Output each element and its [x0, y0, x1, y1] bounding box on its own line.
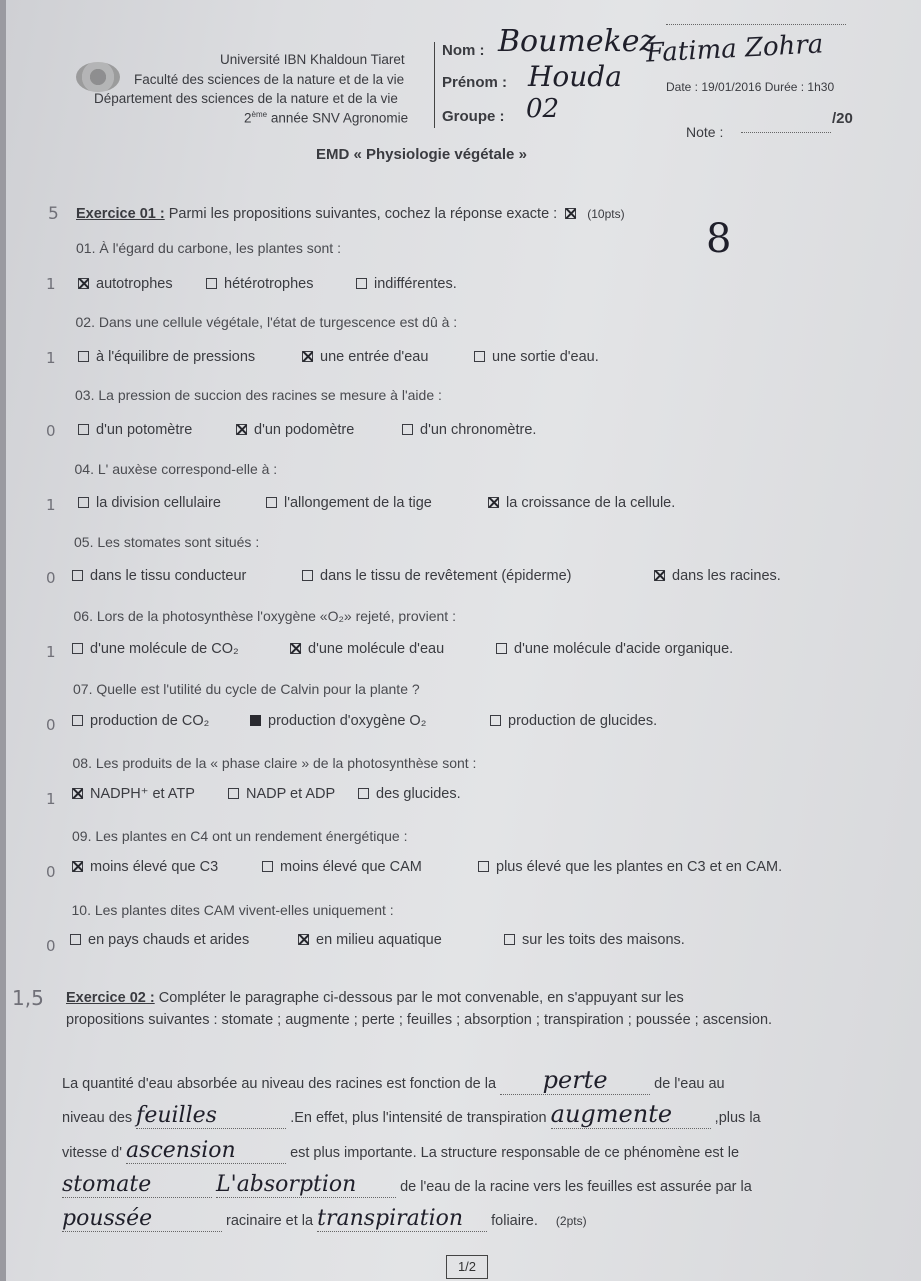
groupe-value[interactable]: 02	[526, 94, 560, 124]
answer-option[interactable]	[72, 641, 239, 657]
empty-box-icon[interactable]	[266, 497, 277, 508]
header-divider	[434, 42, 435, 128]
empty-box-icon[interactable]	[78, 424, 89, 435]
question-score: 0	[46, 569, 56, 587]
answer-option[interactable]	[358, 786, 461, 802]
answer-option-label: NADP et ADP	[246, 786, 336, 803]
empty-box-icon[interactable]	[356, 278, 367, 289]
question-score: 1	[46, 348, 56, 367]
checked-box-icon[interactable]	[72, 788, 83, 799]
answer-option[interactable]	[402, 422, 536, 438]
nom-value-2[interactable]: Fatima Zohra	[645, 29, 825, 69]
ex2-score: 1,5	[12, 986, 44, 1010]
answer-option-label: d'un chronomètre.	[420, 421, 537, 438]
question-score: 0	[46, 422, 56, 440]
answer-option-label: d'une molécule d'acide organique.	[514, 640, 734, 657]
answer-option[interactable]	[72, 568, 246, 584]
answer-option-label: hétérotrophes	[224, 276, 314, 292]
answer-option-label: production de glucides.	[508, 713, 658, 730]
answer-option[interactable]	[474, 349, 599, 365]
answer-option[interactable]	[78, 422, 192, 438]
note-line	[741, 132, 831, 133]
ex2-text: racinaire et la	[226, 1213, 314, 1229]
checked-box-icon[interactable]	[302, 351, 313, 362]
note-label: Note :	[686, 124, 724, 140]
ex1-handwritten-total: 8	[706, 216, 732, 262]
checked-box-icon[interactable]	[488, 497, 499, 508]
checked-box-icon[interactable]	[236, 424, 247, 435]
year-label	[244, 110, 408, 126]
ex2-instruction: Compléter le paragraphe ci-dessous par le mot convenable, en s'appuyant sur les	[158, 990, 684, 1006]
nom-label: Nom :	[442, 42, 485, 59]
answer-option-label: plus élevé que les plantes en C3 et en CAM.	[496, 859, 783, 876]
answer-option[interactable]	[302, 349, 428, 365]
question-text: 02. Dans une cellule végétale, l'état de turgescence est dû à :	[75, 313, 458, 330]
empty-box-icon[interactable]	[70, 934, 81, 945]
answer-option-label: dans le tissu conducteur	[90, 567, 247, 584]
ex2-text: foliaire.	[491, 1213, 538, 1229]
answer-option-label: des glucides.	[376, 786, 461, 803]
ex2-text: niveau des	[62, 1110, 133, 1126]
ex2-text: de l'eau de la racine vers les feuilles est assurée par la	[400, 1179, 752, 1195]
question-score: 1	[46, 789, 56, 808]
ex2-line-4	[62, 1172, 752, 1198]
answer-option-label: en milieu aquatique	[316, 932, 442, 949]
checked-box-icon[interactable]	[72, 861, 83, 872]
answer-option-label: une sortie d'eau.	[492, 348, 599, 365]
answer-option-label: la croissance de la cellule.	[506, 494, 676, 511]
answer-blank-8[interactable]: transpiration	[317, 1206, 487, 1232]
ex1-points: (10pts)	[587, 207, 625, 221]
ex2-line-3	[62, 1138, 739, 1164]
answer-option[interactable]	[266, 495, 432, 511]
empty-box-icon[interactable]	[402, 424, 413, 435]
question-text: 04. L' auxèse correspond-elle à :	[74, 460, 278, 477]
empty-box-icon[interactable]	[490, 715, 501, 726]
question-text: 06. Lors de la photosynthèse l'oxygène «O₂» rejeté, provient :	[73, 607, 456, 624]
answer-option[interactable]	[78, 276, 173, 292]
answer-blank-6[interactable]: L'absorption	[216, 1172, 396, 1198]
empty-box-icon[interactable]	[262, 861, 273, 872]
question-text: 07. Quelle est l'utilité du cycle de Calvin pour la plante ?	[73, 681, 420, 697]
answer-option-label: d'un podomètre	[254, 421, 355, 438]
answer-option-label: moins élevé que C3	[90, 859, 219, 876]
department-name: Département des sciences de la nature et de la vie	[94, 91, 398, 106]
year-sup: ème	[251, 110, 268, 119]
ex1-instruction: Parmi les propositions suivantes, cochez la réponse exacte :	[168, 206, 558, 222]
empty-box-icon[interactable]	[504, 934, 515, 945]
question-text: 03. La pression de succion des racines se mesure à l'aide :	[75, 387, 442, 403]
question-score: 0	[46, 716, 56, 734]
answer-option-label: production de CO₂	[90, 713, 210, 730]
year-number: 2	[244, 110, 252, 126]
question-text: 08. Les produits de la « phase claire » de la photosynthèse sont :	[72, 754, 477, 771]
answer-option[interactable]	[78, 495, 221, 511]
groupe-label: Groupe :	[442, 108, 505, 125]
university-name: Université IBN Khaldoun Tiaret	[220, 52, 405, 67]
ex2-text: ,plus la	[714, 1110, 761, 1126]
question-score: 1	[46, 495, 56, 514]
empty-box-icon[interactable]	[358, 788, 369, 799]
empty-box-icon[interactable]	[72, 570, 83, 581]
answer-option[interactable]	[496, 641, 733, 657]
answer-option-label: dans le tissu de revêtement (épiderme)	[320, 567, 572, 584]
prenom-value[interactable]: Houda	[528, 60, 622, 93]
question-text: 05. Les stomates sont situés :	[74, 534, 260, 550]
faculty-name: Faculté des sciences de la nature et de la vie	[134, 72, 405, 87]
answer-option[interactable]	[654, 568, 781, 584]
answer-option[interactable]	[262, 859, 422, 875]
answer-option[interactable]	[236, 422, 354, 438]
year-rest: année SNV Agronomie	[270, 110, 409, 126]
page-number: 1/2	[446, 1255, 488, 1279]
question-text: 09. Les plantes en C4 ont un rendement énergétique :	[72, 828, 408, 844]
answer-option-label: une entrée d'eau	[320, 348, 429, 365]
ex2-line-5	[62, 1206, 587, 1232]
ex1-score: 5	[48, 204, 59, 224]
checked-box-icon[interactable]	[250, 715, 261, 726]
answer-option[interactable]	[504, 932, 685, 948]
answer-option[interactable]	[490, 713, 657, 729]
answer-blank-2[interactable]: feuilles	[136, 1103, 286, 1129]
answer-option[interactable]	[72, 713, 209, 729]
ex1-title: Exercice 01 :	[76, 206, 165, 222]
checked-box-icon[interactable]	[298, 934, 309, 945]
ex2-text: est plus importante. La structure responsable de ce phénomène est le	[290, 1145, 740, 1161]
note-total: /20	[832, 110, 853, 127]
empty-box-icon[interactable]	[496, 643, 507, 654]
empty-box-icon[interactable]	[478, 861, 489, 872]
answer-option-label: moins élevé que CAM	[280, 859, 422, 876]
answer-option[interactable]	[356, 276, 457, 292]
ex2-text: vitesse d'	[62, 1145, 122, 1161]
checked-box-icon[interactable]	[654, 570, 665, 581]
ex1-heading	[76, 206, 625, 222]
nom-line	[666, 24, 846, 25]
prenom-label: Prénom :	[442, 74, 508, 91]
question-text: 10. Les plantes dites CAM vivent-elles uniquement :	[71, 901, 394, 918]
answer-blank-1[interactable]: perte	[500, 1066, 650, 1095]
answer-option-label: d'une molécule de CO₂	[90, 640, 239, 657]
exam-sheet	[6, 0, 921, 1281]
ex2-line-2	[62, 1100, 761, 1129]
ex2-instruction-2: propositions suivantes : stomate ; augmente ; perte ; feuilles ; absorption ; transpiration ; poussée ; ascension.	[66, 1012, 773, 1028]
question-score: 0	[46, 936, 56, 955]
empty-box-icon[interactable]	[72, 715, 83, 726]
empty-box-icon[interactable]	[72, 643, 83, 654]
answer-option-label: la division cellulaire	[96, 494, 221, 511]
ex2-title: Exercice 02 :	[66, 990, 155, 1006]
question-text: 01. À l'égard du carbone, les plantes sont :	[76, 240, 341, 256]
answer-option[interactable]	[206, 276, 313, 292]
nom-value[interactable]: Boumekez	[498, 24, 656, 59]
answer-option-label: dans les racines.	[672, 567, 781, 584]
answer-option[interactable]	[488, 495, 675, 511]
empty-box-icon[interactable]	[78, 497, 89, 508]
answer-option[interactable]	[250, 713, 426, 729]
checked-box-icon[interactable]	[78, 278, 89, 289]
answer-option[interactable]	[78, 349, 255, 365]
exam-title: EMD « Physiologie végétale »	[316, 146, 527, 163]
answer-option[interactable]	[478, 859, 782, 875]
ex2-text: .En effet, plus l'intensité de transpiration	[290, 1110, 547, 1126]
answer-option[interactable]	[290, 641, 444, 657]
answer-blank-5[interactable]: stomate	[62, 1172, 212, 1198]
question-score: 1	[46, 275, 56, 293]
answer-option-label: production d'oxygène O₂	[268, 713, 427, 730]
university-logo-icon	[76, 62, 120, 92]
answer-blank-3[interactable]: augmente	[551, 1100, 711, 1129]
empty-box-icon[interactable]	[302, 570, 313, 581]
checked-box-icon[interactable]	[290, 643, 301, 654]
exam-date: Date : 19/01/2016 Durée : 1h30	[666, 80, 835, 94]
answer-option-label: en pays chauds et arides	[88, 932, 250, 949]
answer-option-label: NADPH⁺ et ATP	[90, 786, 195, 803]
ex2-line-1	[62, 1066, 725, 1095]
ex2-text: de l'eau au	[654, 1076, 725, 1092]
answer-option[interactable]	[72, 786, 195, 802]
answer-option-label: d'un potomètre	[96, 421, 193, 438]
answer-option-label: d'une molécule d'eau	[308, 640, 445, 657]
answer-option-label: l'allongement de la tige	[284, 494, 432, 511]
answer-option[interactable]	[302, 568, 571, 584]
answer-option-label: autotrophes	[96, 276, 173, 292]
answer-blank-4[interactable]: ascension	[126, 1138, 286, 1164]
answer-option[interactable]	[298, 932, 442, 948]
answer-option[interactable]	[228, 786, 335, 802]
empty-box-icon[interactable]	[474, 351, 485, 362]
question-score: 1	[46, 642, 56, 661]
empty-box-icon[interactable]	[206, 278, 217, 289]
answer-option-label: à l'équilibre de pressions	[96, 348, 256, 365]
answer-option[interactable]	[70, 932, 249, 948]
answer-option-label: indifférentes.	[374, 276, 457, 292]
checked-box-icon	[565, 208, 576, 219]
answer-blank-7[interactable]: poussée	[62, 1206, 222, 1232]
ex2-heading	[66, 990, 684, 1006]
empty-box-icon[interactable]	[228, 788, 239, 799]
answer-option[interactable]	[72, 859, 218, 875]
ex2-text: La quantité d'eau absorbée au niveau des racines est fonction de la	[62, 1076, 497, 1092]
answer-option-label: sur les toits des maisons.	[522, 932, 685, 949]
empty-box-icon[interactable]	[78, 351, 89, 362]
ex2-points: (2pts)	[555, 1214, 587, 1228]
question-score: 0	[46, 863, 56, 881]
